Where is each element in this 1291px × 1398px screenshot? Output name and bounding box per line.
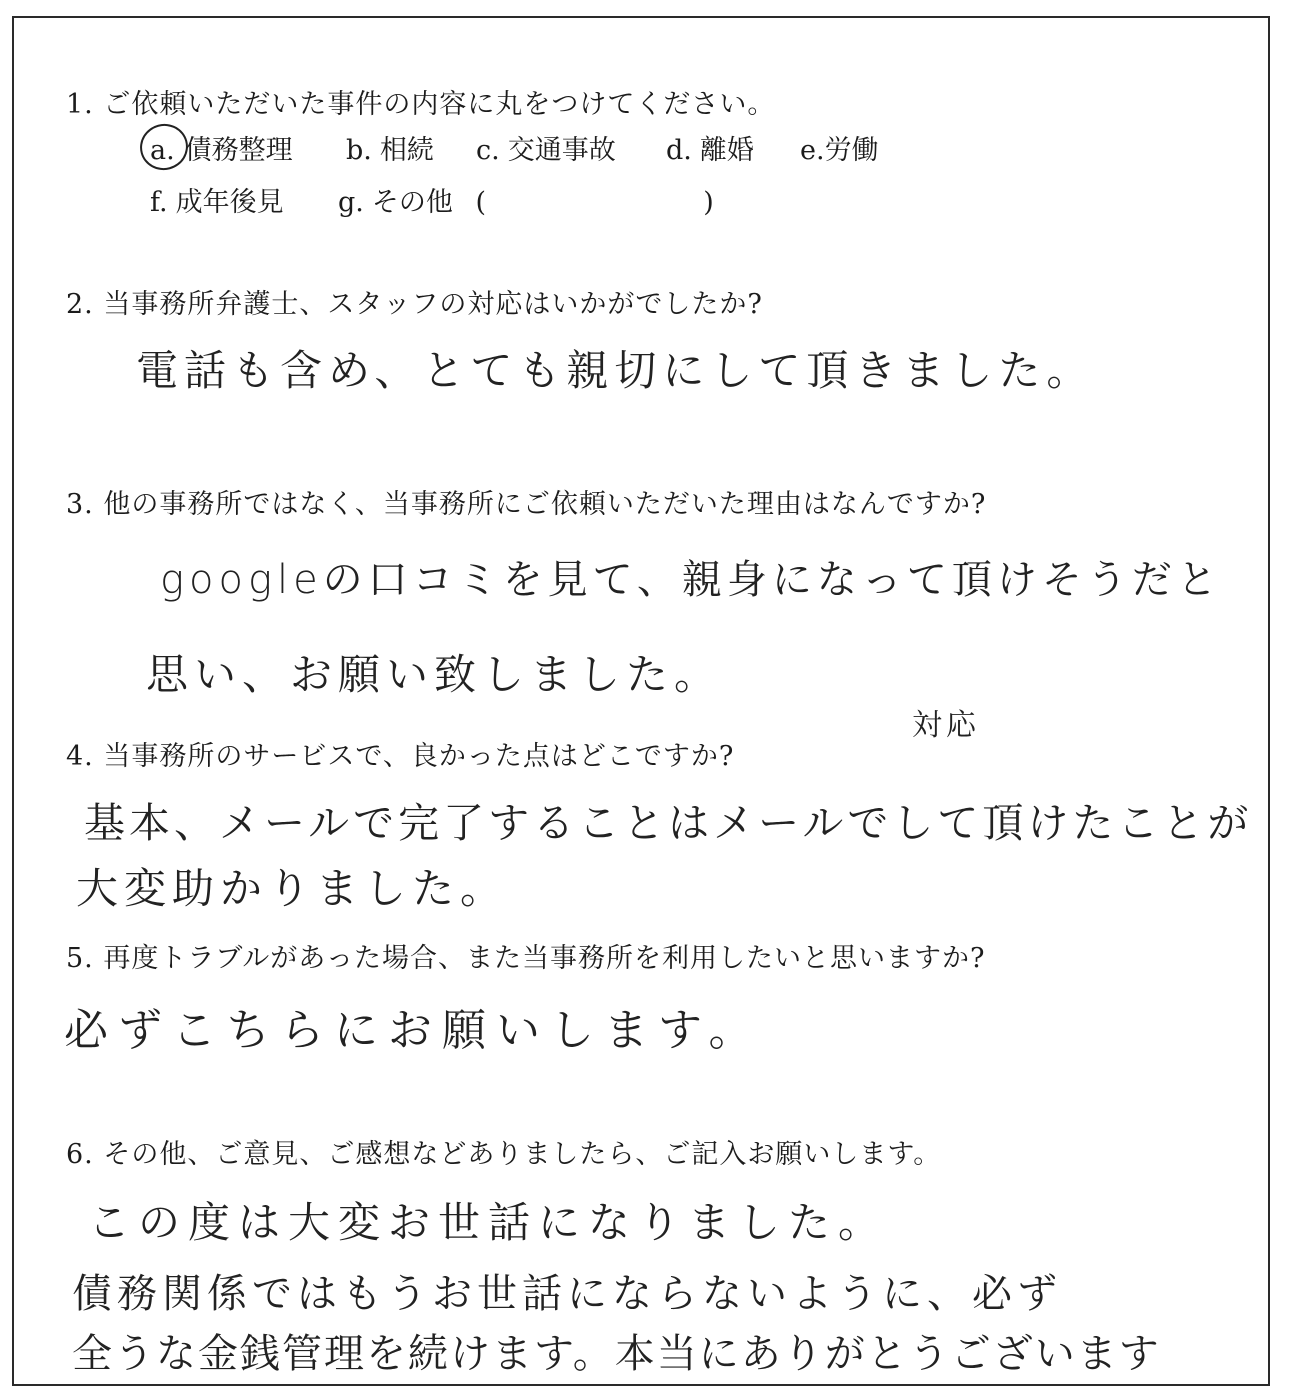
paren-open: ( [475, 187, 487, 218]
option-e: e.労働 [800, 135, 879, 166]
question-text: ご依頼いただいた事件の内容に丸をつけてください。 [103, 89, 776, 120]
question-text: 他の事務所ではなく、当事務所にご依頼いただいた理由はなんですか? [103, 489, 987, 520]
question-text: 当事務所弁護士、スタッフの対応はいかがでしたか? [103, 289, 763, 320]
paren-close: ) [703, 187, 714, 218]
question-4 [66, 734, 734, 773]
question-number: 6. [66, 1139, 94, 1170]
question-number: 3. [66, 489, 94, 520]
answer-6-line-1: この度は大変お世話になりました。 [88, 1198, 889, 1247]
option-a: a. 債務整理 [150, 135, 293, 166]
option-g: g. その他 ( ) [338, 187, 714, 218]
answer-3-line-1: googleの口コミを見て、親身になって頂けそうだと [160, 557, 1222, 603]
question-text: 再度トラブルがあった場合、また当事務所を利用したいと思いますか? [103, 943, 986, 974]
question-number: 4. [66, 741, 94, 772]
answer-6-line-3: 全うな金銭管理を続けます。本当にありがとうございます [72, 1331, 1161, 1377]
option-c: c. 交通事故 [476, 135, 616, 166]
answer-3-line-2: 思い、お願い致しました。 [146, 650, 723, 699]
option-d: d. 離婚 [666, 135, 754, 166]
question-number: 5. [66, 943, 94, 974]
question-2 [66, 282, 763, 321]
question-6 [66, 1132, 941, 1171]
question-text: 当事務所のサービスで、良かった点はどこですか? [103, 741, 735, 772]
question-text: その他、ご意見、ご感想などありましたら、ご記入お願いします。 [103, 1139, 942, 1170]
question-number: 1. [66, 89, 94, 120]
option-f: f. 成年後見 [150, 187, 284, 218]
answer-6-line-2: 債務関係ではもうお世話にならないように、必ず [72, 1271, 1062, 1317]
answer-2-line-1: 電話も含め、とても親切にして頂きました。 [136, 346, 1095, 395]
answer-4-insertion: 対応 [912, 708, 980, 743]
answer-5-line-1: 必ずこちらにお願いします。 [64, 1005, 763, 1056]
question-number: 2. [66, 289, 94, 320]
question-3 [66, 482, 986, 521]
question-1 [66, 82, 775, 121]
answer-4-line-1: 基本、メールで完了することはメールでして頂けたことが [84, 799, 1253, 847]
option-b: b. 相続 [346, 135, 434, 166]
answer-4-line-2: 大変助かりました。 [76, 864, 509, 913]
question-5 [66, 936, 985, 975]
